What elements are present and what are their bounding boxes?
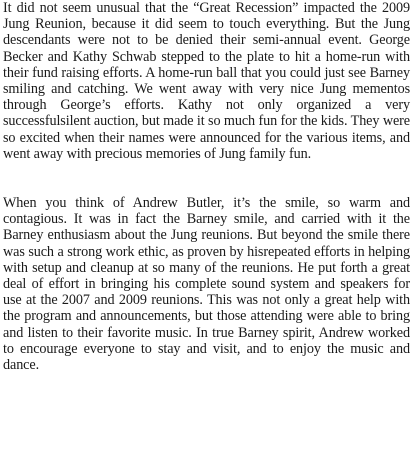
paragraph-andrew-butler: When you think of Andrew Butler, it’s the smile, so warm and contagious. It was in fact the Barney smile, and carried with it the Barney enthusiasm about the Jung reunions. But beyond the smile there was such a strong work ethic, as proven by hisrepeated efforts in helping with setup and cleanup at so many of the reunions. He put forth a great deal of effort in bringing his complete sound system and speakers for use at the 2007 and 2009 reunions. This was not only a great help with the program and announcements, but those attending were able to bring and listen to their favorite music. In true Barney spirit, Andrew worked to encourage everyone to stay and visit, and to enjoy the music and dance. bbox=[3, 195, 410, 374]
paragraph-jung-reunion-2009: It did not seem unusual that the “Great Recession” impacted the 2009 Jung Reunion, because it did seem to touch everything. But the Jung descendants were not to be denied their semi-annual event. George Becker and Kathy Schwab stepped to the plate to hit a home-run with their fund raising efforts. A home-run ball that you could just see Barney smiling and catching. We went away with very nice Jung mementos through George’s efforts. Kathy not only organized a very successfulsilent auction, but made it so much fun for the kids. They were so excited when their names were announced for the various items, and went away with precious memories of Jung family fun. bbox=[3, 0, 410, 162]
paragraph-spacer bbox=[3, 162, 410, 195]
